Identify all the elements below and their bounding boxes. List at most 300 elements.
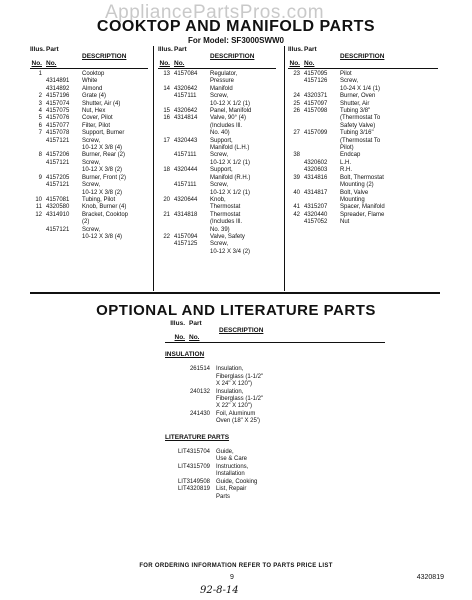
illus-number: 14 — [163, 85, 170, 92]
illus-number: 16 — [163, 115, 170, 122]
part-number — [46, 234, 82, 241]
part-description: Valve, Safety — [210, 233, 245, 240]
part-number: 4314816 — [304, 174, 328, 181]
part-description: Screw, — [82, 137, 101, 144]
part-row — [30, 212, 148, 219]
part-number: 4157206 — [46, 152, 70, 159]
part-description: Guide, — [216, 449, 234, 456]
part-row — [30, 204, 148, 211]
part-description: Bolt, Thermostat — [340, 174, 384, 181]
optional-part-row — [165, 418, 385, 425]
part-description: Fiberglass (1-1/2" — [216, 396, 264, 403]
part-number — [304, 86, 340, 93]
part-description: Screw, — [210, 241, 229, 248]
part-description: Bracket, Cooktop — [82, 211, 129, 218]
illus-number — [30, 167, 46, 174]
part-number — [174, 101, 210, 108]
illus-number: 27 — [293, 130, 300, 137]
part-description: Screw, — [210, 93, 229, 100]
illus-number: 7 — [38, 130, 42, 137]
illus-number — [30, 234, 46, 241]
illus-number: 24 — [293, 93, 300, 100]
optional-part-row — [165, 374, 385, 381]
part-number: LIT3149508 — [177, 478, 210, 485]
part-description: Screw, — [82, 182, 101, 189]
part-description: Spreader, Flame — [340, 211, 385, 218]
optional-parts-section — [165, 320, 385, 501]
part-description: Valve, 90° (4) — [210, 115, 246, 122]
part-number: 4320440 — [304, 211, 328, 218]
part-number: 4314892 — [46, 85, 70, 92]
part-number — [174, 145, 210, 152]
illus-number — [288, 160, 304, 167]
part-row — [30, 130, 148, 137]
part-row — [158, 78, 276, 85]
illus-number: 12 — [35, 211, 42, 218]
part-description: Mounting — [340, 196, 365, 203]
part-description: No. 39) — [210, 226, 230, 233]
illus-number — [30, 138, 46, 145]
part-description: No. 40) — [210, 130, 230, 137]
part-row — [158, 219, 276, 226]
optional-part-row — [165, 494, 385, 501]
part-number: 4157196 — [46, 93, 70, 100]
part-number — [165, 396, 216, 403]
part-number — [165, 403, 216, 410]
part-description: Use & Care — [216, 456, 248, 463]
part-description: L.H. — [340, 159, 352, 166]
illus-number — [30, 145, 46, 152]
illus-number — [288, 145, 304, 152]
part-description: Fiberglass (1-1/2" — [216, 373, 264, 380]
optional-part-row — [165, 449, 385, 456]
illus-number — [30, 190, 46, 197]
illus-number — [158, 130, 174, 137]
illus-number: 6 — [38, 122, 42, 129]
part-number — [174, 190, 210, 197]
part-number: 4157111 — [174, 152, 197, 159]
part-number: 4157126 — [304, 78, 328, 85]
part-row — [158, 86, 276, 93]
illus-number — [158, 182, 174, 189]
part-number — [46, 219, 82, 226]
part-number — [174, 123, 210, 130]
illus-number — [30, 78, 46, 85]
page-number: 9 — [230, 574, 234, 581]
part-row — [158, 138, 276, 145]
part-number — [304, 152, 340, 159]
part-row — [30, 160, 148, 167]
part-description: (Thermostat To — [340, 115, 381, 122]
part-description: Bolt, Valve — [340, 189, 369, 196]
illus-number: 26 — [293, 108, 300, 115]
part-row — [158, 175, 276, 182]
part-description: (2) — [82, 219, 90, 226]
optional-part-row — [165, 389, 385, 396]
part-description: Pilot — [340, 71, 352, 77]
part-description: White — [82, 78, 98, 85]
illus-number — [158, 152, 174, 159]
part-description: Endcap — [340, 152, 361, 159]
part-number: LIT4315709 — [177, 463, 210, 470]
illus-number — [158, 175, 174, 182]
part-number: 261514 — [189, 366, 210, 373]
section-divider — [30, 292, 440, 294]
part-description: Safety Valve) — [340, 122, 376, 129]
illus-number — [158, 249, 174, 256]
part-description: Tubing, Pilot — [82, 196, 116, 203]
optional-part-row — [165, 479, 385, 486]
part-description: Cooktop — [82, 71, 105, 77]
part-number: LIT4320819 — [177, 486, 210, 493]
illus-number: 3 — [38, 100, 42, 107]
illus-number — [158, 190, 174, 197]
part-number — [304, 145, 340, 152]
part-row — [30, 78, 148, 85]
part-description: Knob, — [210, 196, 226, 203]
parts-column-2 — [158, 46, 276, 256]
part-number — [174, 78, 210, 85]
handwritten-note: 92-8-14 — [200, 585, 239, 596]
column-header: Illus. No. Part No. DESCRIPTION — [30, 46, 148, 69]
part-row — [288, 93, 438, 100]
optional-part-row — [165, 456, 385, 463]
part-number: 4320603 — [304, 167, 328, 174]
part-description: Almond — [82, 85, 103, 92]
part-number: 4314814 — [174, 115, 198, 122]
part-number — [304, 197, 340, 204]
part-description: Pressure — [210, 78, 235, 85]
part-number: 4157075 — [46, 108, 70, 115]
part-number — [174, 160, 210, 167]
document-number: 4320819 — [416, 574, 444, 581]
part-row — [30, 234, 148, 241]
part-row — [288, 108, 438, 115]
part-description: 10-12 X 3/4 (2) — [210, 248, 251, 255]
part-number: 4314818 — [174, 211, 198, 218]
illus-number: 2 — [38, 93, 42, 100]
column-divider — [153, 46, 154, 291]
part-row — [288, 219, 438, 226]
part-number: 4314891 — [46, 78, 70, 85]
part-description: Nut — [340, 219, 350, 226]
part-row — [158, 108, 276, 115]
illus-number: 18 — [163, 167, 170, 174]
part-number — [46, 167, 82, 174]
part-description: Foil, Aluminum — [216, 410, 256, 417]
part-row — [30, 152, 148, 159]
optional-part-row — [165, 403, 385, 410]
part-row — [158, 227, 276, 234]
section-title: OPTIONAL AND LITERATURE PARTS — [96, 302, 376, 319]
part-number: 4157111 — [174, 182, 197, 189]
part-description: Manifold (L.H.) — [210, 145, 250, 152]
part-description: R.H. — [340, 167, 352, 174]
literature-heading: LITERATURE PARTS — [165, 433, 230, 441]
part-number: 4157078 — [46, 130, 70, 137]
part-number: 4157074 — [46, 100, 70, 107]
column-header: Illus. No. Part No. DESCRIPTION — [165, 320, 385, 343]
illus-number: 9 — [38, 174, 42, 181]
part-row — [158, 190, 276, 197]
part-row — [288, 71, 438, 78]
part-number — [46, 71, 82, 78]
part-description: Guide, Cooking — [216, 478, 258, 485]
part-row — [158, 115, 276, 122]
part-row — [288, 86, 438, 93]
column-header: Illus. No. Part No. DESCRIPTION — [158, 46, 276, 69]
part-row — [30, 167, 148, 174]
part-row — [158, 123, 276, 130]
part-number: 4157125 — [174, 241, 198, 248]
part-number — [174, 227, 210, 234]
part-row — [288, 123, 438, 130]
illus-number — [158, 93, 174, 100]
part-number: 4157121 — [46, 159, 70, 166]
part-number: 4157099 — [304, 130, 328, 137]
part-description: Screw, — [82, 159, 101, 166]
part-description: Thermostat — [210, 211, 241, 218]
part-number — [165, 456, 216, 463]
illus-number: 21 — [163, 211, 170, 218]
part-row — [158, 71, 276, 78]
illus-number: 22 — [163, 233, 170, 240]
part-number — [304, 115, 340, 122]
part-number: 4157097 — [304, 100, 328, 107]
part-description: (Includes Ill. — [210, 122, 243, 129]
illus-number — [288, 86, 304, 93]
part-row — [158, 130, 276, 137]
part-row — [288, 145, 438, 152]
illus-number — [288, 219, 304, 226]
part-description: Panel, Manifold — [210, 108, 252, 115]
part-row — [288, 175, 438, 182]
part-description: Spacer, Manifold — [340, 204, 385, 211]
illus-number — [158, 123, 174, 130]
illus-number: 17 — [163, 137, 170, 144]
part-description: List, Repair — [216, 486, 247, 493]
part-row — [30, 175, 148, 182]
part-number — [304, 123, 340, 130]
part-row — [30, 219, 148, 226]
optional-part-row — [165, 381, 385, 388]
part-description: Insulation, — [216, 366, 244, 373]
part-number: 4157111 — [174, 93, 197, 100]
part-row — [158, 197, 276, 204]
part-row — [158, 167, 276, 174]
part-description: 10-12 X 3/8 (2) — [82, 189, 123, 196]
part-number — [165, 418, 216, 425]
part-number: LIT4315704 — [177, 449, 210, 456]
part-description: 10-12 X 3/8 (4) — [82, 233, 123, 240]
part-row — [30, 190, 148, 197]
part-row — [30, 101, 148, 108]
part-row — [30, 138, 148, 145]
illus-number: 10 — [35, 196, 42, 203]
part-row — [158, 160, 276, 167]
model-label: For Model: SF3000SWW0 — [187, 36, 284, 45]
part-row — [158, 101, 276, 108]
illus-number — [158, 145, 174, 152]
illus-number — [288, 138, 304, 145]
part-row — [288, 212, 438, 219]
part-number: 4320371 — [304, 93, 328, 100]
part-number: 4320580 — [46, 204, 70, 211]
part-number: 4157081 — [46, 196, 70, 203]
part-description: Screw, — [82, 226, 101, 233]
parts-column-1 — [30, 46, 148, 241]
part-number: 4157094 — [174, 233, 198, 240]
illus-number: 23 — [293, 71, 300, 77]
illus-number — [30, 160, 46, 167]
illus-number: 11 — [35, 204, 42, 211]
part-description: Parts — [216, 493, 231, 500]
part-description: Pilot) — [340, 145, 354, 152]
illus-number — [288, 197, 304, 204]
part-number: 4157121 — [46, 182, 70, 189]
part-row — [158, 212, 276, 219]
part-description: Manifold (R.H.) — [210, 174, 251, 181]
illus-number — [158, 219, 174, 226]
illus-number: 39 — [293, 174, 300, 181]
part-number: 4157052 — [304, 219, 328, 226]
column-divider — [284, 46, 285, 291]
part-number — [304, 182, 340, 189]
part-description: Grate (4) — [82, 93, 107, 100]
part-row — [158, 204, 276, 211]
part-number — [165, 381, 216, 388]
illus-number: 25 — [293, 100, 300, 107]
part-number — [304, 138, 340, 145]
part-row — [288, 115, 438, 122]
part-row — [288, 138, 438, 145]
part-number: 4320444 — [174, 167, 198, 174]
part-row — [158, 241, 276, 248]
illus-number: 1 — [38, 71, 42, 77]
part-row — [158, 182, 276, 189]
part-description: 10-12 X 3/8 (2) — [82, 167, 123, 174]
part-row — [30, 123, 148, 130]
part-description: Tubing 3/8" — [340, 108, 371, 115]
illus-number — [30, 86, 46, 93]
part-number — [165, 374, 216, 381]
part-description: 10-12 X 1/2 (1) — [210, 100, 251, 107]
part-number: 4157077 — [46, 122, 70, 129]
part-row — [288, 204, 438, 211]
part-row — [158, 152, 276, 159]
column-header: Illus. No. Part No. DESCRIPTION — [288, 46, 438, 69]
part-row — [288, 197, 438, 204]
illus-number — [158, 227, 174, 234]
part-number — [46, 145, 82, 152]
illus-number: 5 — [38, 115, 42, 122]
illus-number: 15 — [163, 108, 170, 115]
optional-part-row — [165, 396, 385, 403]
part-row — [30, 227, 148, 234]
part-row — [30, 86, 148, 93]
part-description: 10-12 X 1/2 (1) — [210, 159, 251, 166]
part-row — [158, 93, 276, 100]
part-number: 4157084 — [174, 71, 198, 77]
part-number: 4157121 — [46, 137, 70, 144]
illus-number — [158, 241, 174, 248]
optional-part-row — [165, 486, 385, 493]
illus-number: 42 — [293, 211, 300, 218]
part-number: 4320644 — [174, 196, 198, 203]
part-description: Filter, Pilot — [82, 122, 111, 129]
part-description: (Includes Ill. — [210, 219, 243, 226]
part-number: 4314910 — [46, 211, 70, 218]
part-description: Burner, Oven — [340, 93, 376, 100]
illus-number — [288, 167, 304, 174]
part-description: Support, — [210, 167, 233, 174]
illus-number — [158, 160, 174, 167]
illus-number — [30, 227, 46, 234]
part-description: Burner, Front (2) — [82, 174, 127, 181]
part-description: (Thermostat To — [340, 137, 381, 144]
part-number: 240132 — [189, 388, 210, 395]
part-number: 241430 — [189, 410, 210, 417]
part-row — [30, 145, 148, 152]
illus-number — [158, 101, 174, 108]
page-title: COOKTOP AND MANIFOLD PARTS — [96, 18, 376, 35]
illus-number: 40 — [293, 189, 300, 196]
part-number — [174, 249, 210, 256]
part-number — [46, 190, 82, 197]
part-row — [288, 167, 438, 174]
part-description: Mounting (2) — [340, 182, 374, 189]
part-description: Insulation, — [216, 388, 244, 395]
part-row — [288, 130, 438, 137]
part-description: X 22" X 120") — [216, 403, 252, 410]
illus-number: 13 — [163, 71, 170, 77]
part-number: 4157205 — [46, 174, 70, 181]
part-description: Support, Burner — [82, 130, 125, 137]
part-row — [158, 234, 276, 241]
part-row — [288, 160, 438, 167]
part-number: 4314817 — [304, 189, 328, 196]
part-number: 4157076 — [46, 115, 70, 122]
optional-part-row — [165, 464, 385, 471]
part-row — [30, 71, 148, 78]
part-description: Installation — [216, 471, 245, 478]
part-number: 4157095 — [304, 71, 328, 77]
optional-part-row — [165, 471, 385, 478]
part-number: 4320602 — [304, 159, 328, 166]
part-number — [174, 175, 210, 182]
part-description: 10-12 X 3/8 (4) — [82, 145, 123, 152]
part-description: Screw, — [210, 182, 229, 189]
optional-part-row — [165, 411, 385, 418]
illus-number: 8 — [38, 152, 42, 159]
part-row — [30, 108, 148, 115]
illus-number: 20 — [163, 196, 170, 203]
part-description: Instructions, — [216, 463, 249, 470]
illus-number — [30, 219, 46, 226]
part-number: 4320443 — [174, 137, 198, 144]
part-number — [174, 204, 210, 211]
part-description: 10-24 X 1/4 (1) — [340, 85, 381, 92]
part-row — [30, 115, 148, 122]
part-row — [158, 145, 276, 152]
optional-part-row — [165, 366, 385, 373]
part-row — [288, 182, 438, 189]
part-row — [30, 93, 148, 100]
part-number: 4315207 — [304, 204, 328, 211]
illus-number — [288, 115, 304, 122]
insulation-heading: INSULATION — [165, 351, 205, 358]
illus-number — [158, 78, 174, 85]
